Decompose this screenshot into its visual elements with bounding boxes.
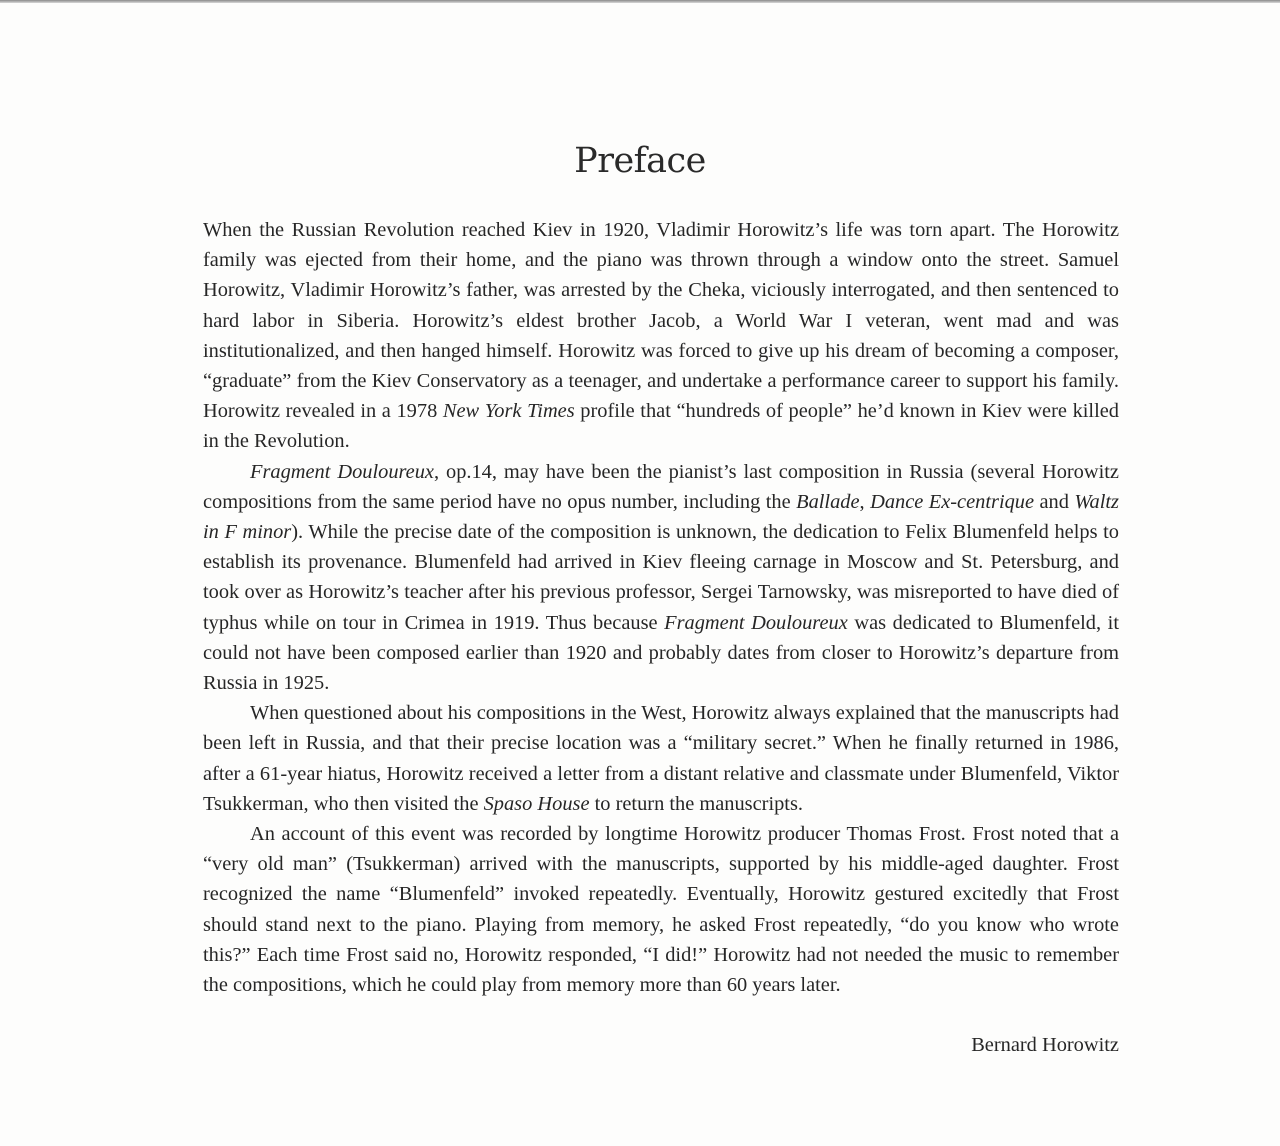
- author-signature: Bernard Horowitz: [971, 1034, 1119, 1056]
- paragraph-3-text-2: to return the manuscripts.: [589, 792, 803, 815]
- page-title: Preface: [574, 141, 706, 181]
- paragraph-4: [203, 819, 1119, 1000]
- page-top-edge: [0, 0, 1280, 3]
- paragraph-2-italic-fragment-douloureux-2: Fragment Douloureux: [664, 611, 848, 634]
- paragraph-3-text-1: When questioned about his compositions in the West, Horowitz always explained that the manuscripts had been left in Russia, and that their precise location was a “military secret.” When he finally returned in 1986, after a 61-year hiatus, Horowitz received a letter from a distant relative and classmate under Blumenfeld, Viktor Tsukkerman, who then visited the: [203, 702, 1119, 815]
- paragraph-1: [203, 215, 1119, 457]
- paragraph-3-italic-spaso-house: Spaso House: [483, 792, 590, 815]
- paragraph-2-italic-dance-excentrique: Dance Ex-centrique: [870, 490, 1035, 513]
- paragraph-1-text-2: profile that “hundreds of people” he’d known in Kiev were killed in the Revolution.: [203, 400, 1120, 453]
- paragraph-2-text-3: and: [1034, 490, 1075, 513]
- preface-body: [203, 215, 1119, 1000]
- paragraph-2-italic-waltz: Waltz in F minor: [203, 490, 1119, 544]
- paragraph-2: [203, 457, 1119, 699]
- paragraph-2-text-4: ). While the precise date of the composition is unknown, the dedication to Felix Blumenfeld helps to establish its provenance. Blumenfeld had arrived in Kiev fleeing carnage in Moscow and St. Petersburg, and took over as Horowitz’s teacher after his previous professor, Sergei Tarnowsky, was misreported to have died of typhus while on tour in Crimea in 1919. Thus because: [203, 521, 1119, 634]
- paragraph-2-text-1: , op.14, may have been the pianist’s last composition in Russia (several Horowitz compositions from the same period have no opus number, including the: [203, 460, 1119, 513]
- paragraph-1-text-1: When the Russian Revolution reached Kiev in 1920, Vladimir Horowitz’s life was torn apart. The Horowitz family was ejected from their home, and the piano was thrown through a window onto the street. Samuel Horowitz, Vladimir Horowitz’s father, was arrested by the Cheka, viciously interrogated, and then sentenced to hard labor in Siberia. Horowitz’s eldest brother Jacob, a World War I veteran, went mad and was institutionalized, and then hanged himself. Horowitz was forced to give up his dream of becoming a composer, “graduate” from the Kiev Conservatory as a teenager, and undertake a performance career to support his family. Horowitz revealed in a 1978: [203, 219, 1119, 423]
- paragraph-2-text-5: was dedicated to Blumenfeld, it could not have been composed earlier than 1920 and probably dates from closer to Horowitz’s departure from Russia in 1925.: [203, 611, 1119, 695]
- paragraph-3: [203, 698, 1119, 819]
- paragraph-1-italic-new-york-times: New York Times: [442, 400, 575, 423]
- paragraph-4-text-1: An account of this event was recorded by longtime Horowitz producer Thomas Frost. Frost noted that a “very old man” (Tsukkerman) arrived with the manuscripts, supported by his middle-aged daughter. Frost recognized the name “Blumenfeld” invoked repeatedly. Eventually, Horowitz gestured excitedly that Frost should stand next to the piano. Playing from memory, he asked Frost repeatedly, “do you know who wrote this?” Each time Frost said no, Horowitz responded, “I did!” Horowitz had not needed the music to remember the compositions, which he could play from memory more than 60 years later.: [203, 823, 1119, 997]
- paragraph-2-text-2: ,: [859, 490, 871, 513]
- paragraph-2-italic-ballade: Ballade: [796, 490, 860, 513]
- paragraph-2-italic-fragment-douloureux: Fragment Douloureux: [250, 460, 434, 483]
